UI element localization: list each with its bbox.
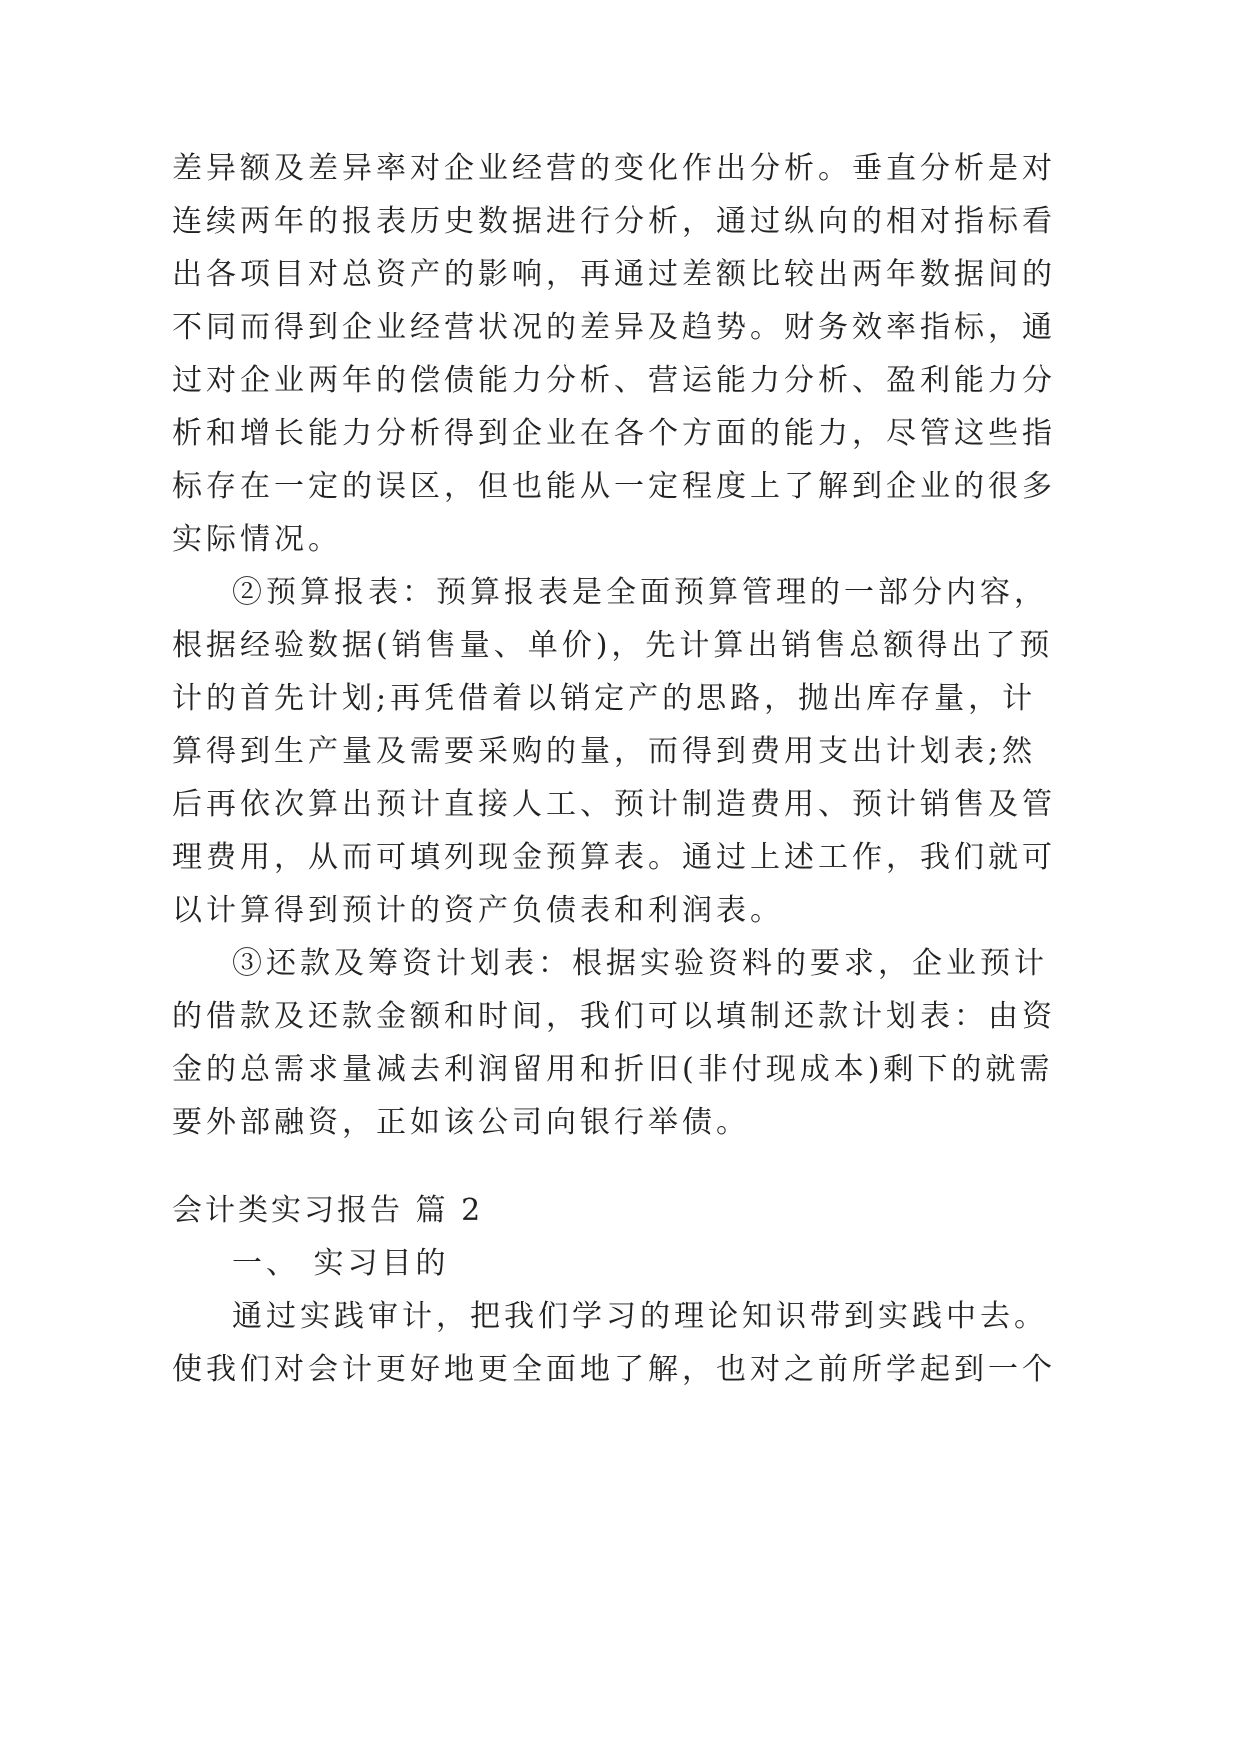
paragraph-line: 金的总需求量减去利润留用和折旧(非付现成本)剩下的就需 <box>172 1052 1054 1087</box>
paragraph-first-line: ②预算报表：预算报表是全面预算管理的一部分内容， <box>232 575 1048 610</box>
paragraph-line: 根据经验数据(销售量、单价)，先计算出销售总额得出了预 <box>172 628 1054 663</box>
paragraph-first-line: ③还款及筹资计划表：根据实验资料的要求，企业预计 <box>232 946 1048 981</box>
paragraph-line: 算得到生产量及需要采购的量，而得到费用支出计划表;然 <box>172 734 1037 769</box>
paragraph-line: 后再依次算出预计直接人工、预计制造费用、预计销售及管 <box>172 787 1056 822</box>
paragraph-line: 出各项目对总资产的影响，再通过差额比较出两年数据间的 <box>172 257 1056 292</box>
paragraph-line: 标存在一定的误区，但也能从一定程度上了解到企业的很多 <box>172 469 1056 504</box>
section-heading: 会计类实习报告 篇 2 <box>172 1193 484 1228</box>
paragraph-line: 实际情况。 <box>172 522 342 557</box>
section-subheading: 一、 实习目的 <box>232 1246 450 1281</box>
paragraph-first-line: 通过实践审计，把我们学习的理论知识带到实践中去。 <box>232 1299 1048 1334</box>
paragraph-line: 过对企业两年的偿债能力分析、营运能力分析、盈利能力分 <box>172 363 1056 398</box>
paragraph-line: 析和增长能力分析得到企业在各个方面的能力，尽管这些指 <box>172 416 1056 451</box>
paragraph-line: 计的首先计划;再凭借着以销定产的思路，抛出库存量，计 <box>172 681 1037 716</box>
paragraph-line: 理费用，从而可填列现金预算表。通过上述工作，我们就可 <box>172 840 1056 875</box>
paragraph-line: 以计算得到预计的资产负债表和利润表。 <box>172 893 784 928</box>
paragraph-line: 的借款及还款金额和时间，我们可以填制还款计划表：由资 <box>172 999 1056 1034</box>
paragraph-line: 连续两年的报表历史数据进行分析，通过纵向的相对指标看 <box>172 204 1056 239</box>
paragraph-line: 要外部融资，正如该公司向银行举债。 <box>172 1105 750 1140</box>
paragraph-line: 差异额及差异率对企业经营的变化作出分析。垂直分析是对 <box>172 151 1056 186</box>
paragraph-line: 使我们对会计更好地更全面地了解，也对之前所学起到一个 <box>172 1352 1056 1387</box>
paragraph-line: 不同而得到企业经营状况的差异及趋势。财务效率指标，通 <box>172 310 1056 345</box>
